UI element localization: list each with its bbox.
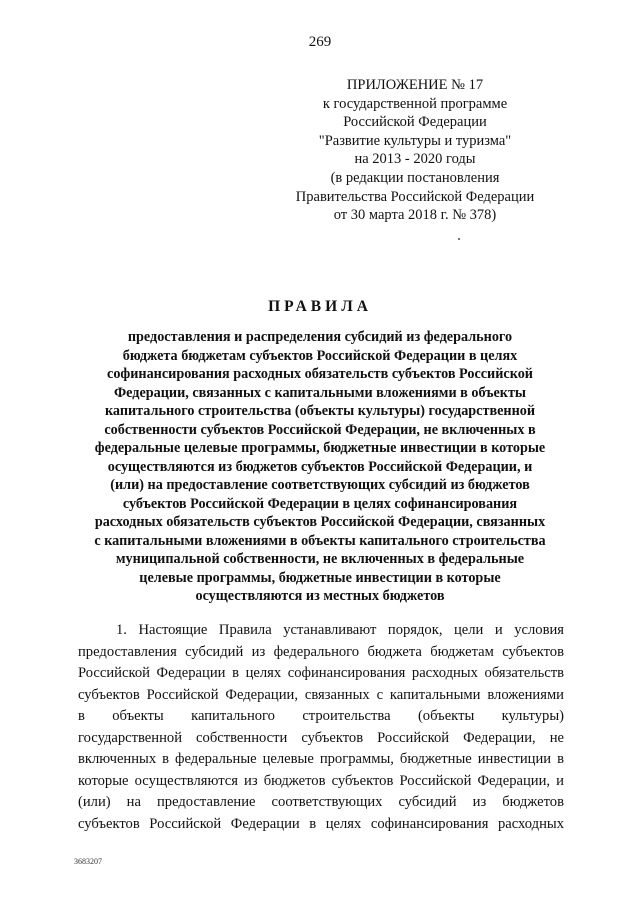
body-line: субъектов Российской Федерации в целях софинансирования расходных [78,815,564,832]
annex-line: "Развитие культуры и туризма" [318,132,512,149]
subtitle-line: с капитальными вложениями в объекты капитального строительства [94,532,546,549]
scan-speck [458,238,460,240]
body-line: включенных в федеральные целевые программы, бюджетные инвестиции в [78,751,564,767]
body-line: 1. Настоящие Правила устанавливают порядок, цели и условия [116,622,564,638]
annex-line: от 30 марта 2018 г. № 378) [333,207,497,224]
document-subtitle [70,328,570,606]
body-line: (или) на предоставление соответствующих субсидий из бюджетов [78,794,564,810]
body-paragraph [78,620,564,835]
subtitle-line: (или) на предоставление соответствующих субсидий из бюджетов [110,477,530,493]
subtitle-line: предоставления и распределения субсидий из федерального [127,329,513,345]
annex-line: Правительства Российской Федерации [295,188,535,205]
subtitle-line: софинансирования расходных обязательств субъектов Российской [107,366,533,382]
annex-header [250,76,580,225]
annex-line: к государственной программе [322,95,508,112]
annex-line: на 2013 - 2020 годы [354,151,476,168]
body-line: субъектов Российской Федерации, связанных с капитальными вложениями [78,686,564,703]
document-title: ПРАВИЛА [268,298,372,315]
body-line: в объекты капитального строительства (объекты культуры) [78,708,564,724]
subtitle-line: целевые программы, бюджетные инвестиции в которые [139,569,501,586]
document-code: 3683207 [74,857,102,866]
subtitle-line: расходных обязательств субъектов Российской Федерации, связанных [94,514,546,530]
subtitle-line: бюджета бюджетам субъектов Российской Федерации в целях [122,347,518,364]
subtitle-line: субъектов Российской Федерации в целях софинансирования [122,495,518,512]
annex-line: Российской Федерации [343,114,487,131]
subtitle-line: капитального строительства (объекты культуры) государственной [104,403,536,419]
body-line: государственной собственности субъектов Российской Федерации, не [78,729,564,746]
subtitle-line: федеральные целевые программы, бюджетные инвестиции в которые [94,440,546,456]
annex-line: ПРИЛОЖЕНИЕ № 17 [346,77,484,93]
annex-line: (в редакции постановления [330,169,500,186]
subtitle-line: осуществляются из бюджетов субъектов Российской Федерации, и [107,458,533,475]
subtitle-line: собственности субъектов Российской Федерации, не включенных в [104,421,536,438]
page-number: 269 [308,34,332,50]
subtitle-line: Федерации, связанных с капитальными вложениями в объекты [113,384,526,401]
body-line: которые осуществляются из бюджетов субъектов Российской Федерации, и [78,772,564,789]
subtitle-line: муниципальной собственности, не включенных в федеральные [115,551,525,567]
body-line: предоставления субсидий из федерального бюджета бюджетам субъектов [78,643,564,660]
subtitle-line: осуществляются из местных бюджетов [195,588,445,604]
body-line: Российской Федерации в целях софинансирования расходных обязательств [78,665,564,681]
